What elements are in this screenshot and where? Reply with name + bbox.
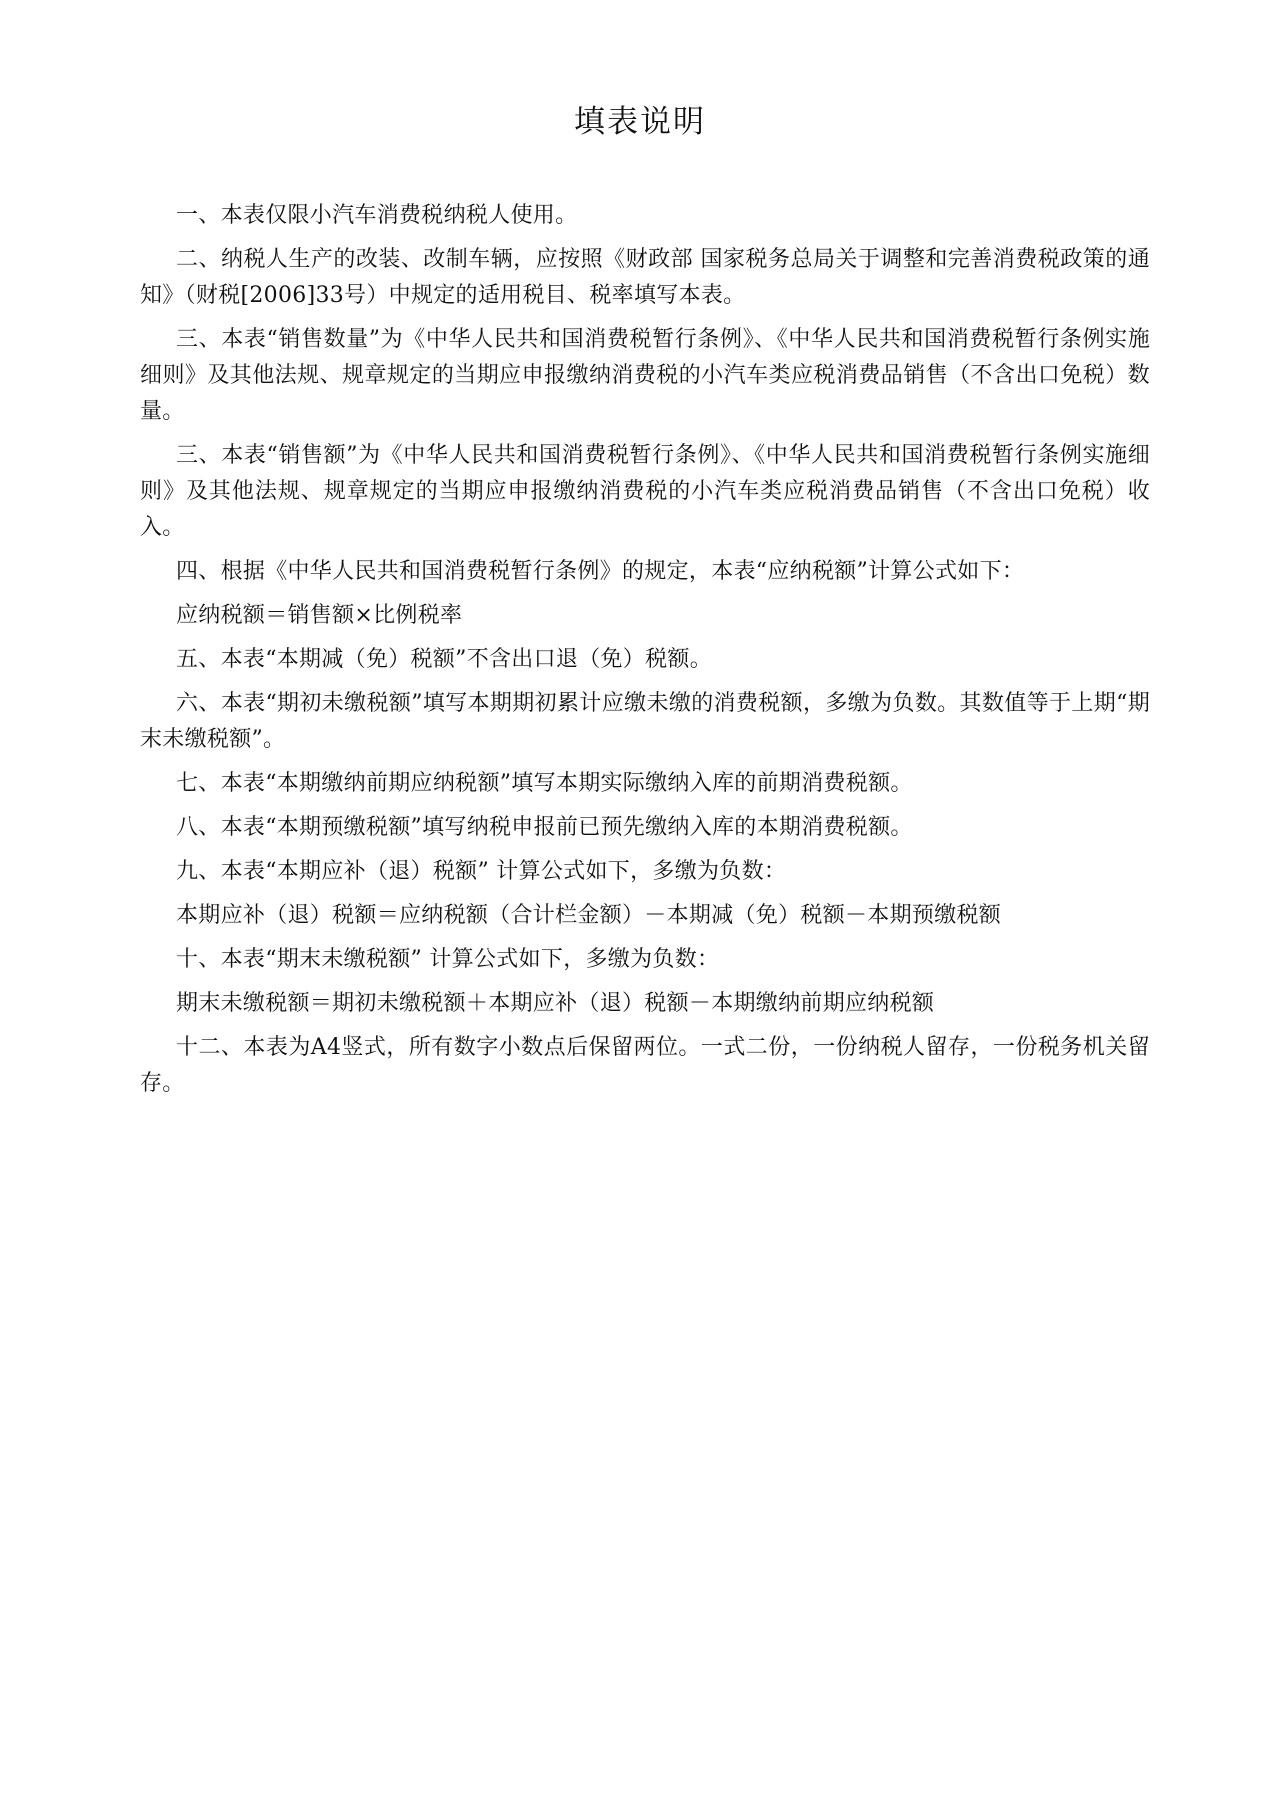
instruction-paragraph: 三、本表“销售额”为《中华人民共和国消费税暂行条例》、《中华人民共和国消费税暂行条例实施细则》及其他法规、规章规定的当期应申报缴纳消费税的小汽车类应税消费品销售（不含出口免税）收入。	[140, 443, 1150, 540]
instruction-paragraph: 一、本表仅限小汽车消费税纳税人使用。	[176, 203, 578, 228]
formula-line: 本期应补（退）税额＝应纳税额（合计栏金额）－本期减（免）税额－本期预缴税额	[176, 903, 1002, 928]
instruction-paragraph: 三、本表“销售数量”为《中华人民共和国消费税暂行条例》、《中华人民共和国消费税暂行条例实施细则》及其他法规、规章规定的当期应申报缴纳消费税的小汽车类应税消费品销售（不含出口免税）数量。	[140, 327, 1150, 424]
document-title: 填表说明	[574, 104, 706, 140]
instructions-body	[140, 198, 1150, 1110]
instruction-paragraph: 四、根据《中华人民共和国消费税暂行条例》的规定，本表“应纳税额”计算公式如下：	[176, 559, 1025, 584]
formula-line: 期末未缴税额＝期初未缴税额＋本期应补（退）税额－本期缴纳前期应纳税额	[176, 991, 935, 1016]
instruction-paragraph: 九、本表“本期应补（退）税额” 计算公式如下，多缴为负数：	[176, 859, 787, 884]
instruction-paragraph: 五、本表“本期减（免）税额”不含出口退（免）税额。	[176, 647, 712, 672]
instruction-paragraph: 十二、本表为A4竖式，所有数字小数点后保留两位。一式二份，一份纳税人留存，一份税务机关留存。	[140, 1035, 1150, 1096]
instruction-paragraph: 七、本表“本期缴纳前期应纳税额”填写本期实际缴纳入库的前期消费税额。	[176, 771, 913, 796]
formula-line: 应纳税额＝销售额×比例税率	[176, 603, 463, 628]
instruction-paragraph: 八、本表“本期预缴税额”填写纳税申报前已预先缴纳入库的本期消费税额。	[176, 815, 913, 840]
instruction-paragraph: 二、纳税人生产的改装、改制车辆，应按照《财政部 国家税务总局关于调整和完善消费税政策的通知》（财税[2006]33号）中规定的适用税目、税率填写本表。	[140, 247, 1150, 308]
instruction-paragraph: 十、本表“期末未缴税额” 计算公式如下，多缴为负数：	[176, 947, 720, 972]
instruction-paragraph: 六、本表“期初未缴税额”填写本期期初累计应缴未缴的消费税额，多缴为负数。其数值等于上期“期末未缴税额”。	[140, 691, 1150, 752]
